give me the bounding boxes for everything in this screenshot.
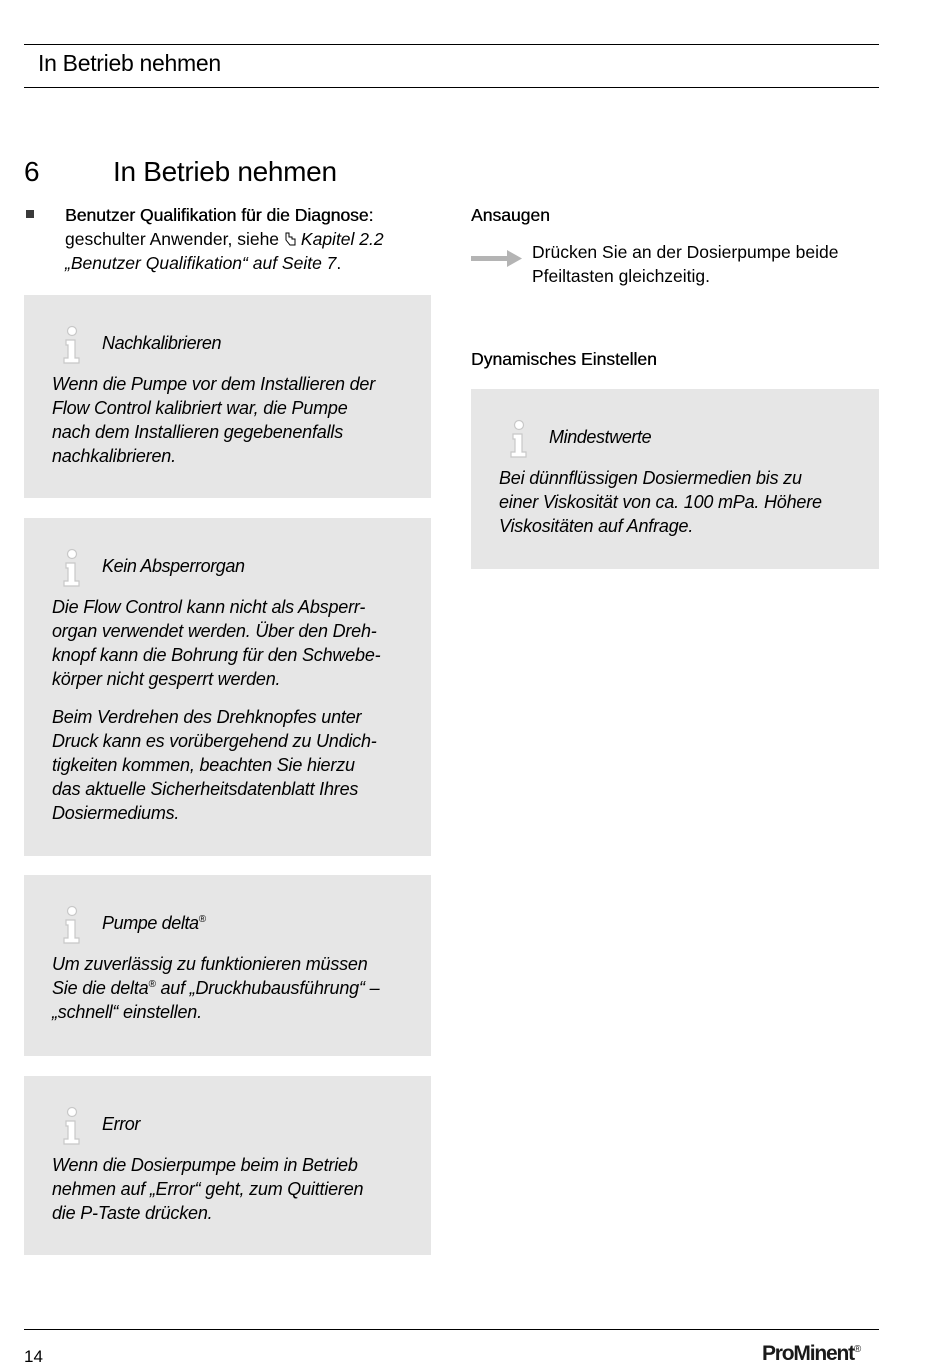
note-title: Kein Absperrorgan xyxy=(102,556,245,576)
note-line: Um zuverlässig zu funktionieren müssen xyxy=(52,954,368,974)
user-qualification xyxy=(24,203,434,275)
note-line: Druck kann es vorübergehend zu Undich- xyxy=(52,731,377,751)
note-paragraph xyxy=(52,595,415,691)
note-line: tigkeiten kommen, beachten Sie hierzu xyxy=(52,755,355,775)
registered-mark: ® xyxy=(148,979,156,990)
note-paragraph xyxy=(52,705,415,825)
note-kein-absperrorgan xyxy=(24,518,431,856)
chapter-number: 6 xyxy=(24,156,40,187)
note-error xyxy=(24,1076,431,1255)
note-body xyxy=(52,952,415,1024)
qualification-label: Benutzer Qualifikation für die Diagnose: xyxy=(65,205,374,225)
qualification-period: . xyxy=(336,253,342,273)
instruction-step xyxy=(532,240,887,288)
note-line: Die Flow Control kann nicht als Absperr- xyxy=(52,597,366,617)
section-heading-ansaugen: Ansaugen xyxy=(471,205,550,225)
note-line: Viskositäten auf Anfrage. xyxy=(499,516,694,536)
footer-rule xyxy=(24,1329,879,1330)
note-line: nach dem Installieren gegebenenfalls xyxy=(52,422,344,442)
note-line: nachkalibrieren. xyxy=(52,446,176,466)
note-title: Mindestwerte xyxy=(549,427,652,447)
step-line: Drücken Sie an der Dosierpumpe beide xyxy=(532,242,839,262)
section-heading-dynamisches-einstellen: Dynamisches Einstellen xyxy=(471,349,657,369)
info-icon xyxy=(59,325,85,365)
note-line: Flow Control kalibriert war, die Pumpe xyxy=(52,398,348,418)
note-line: organ verwendet werden. Über den Dreh- xyxy=(52,621,377,641)
note-line-part: Sie die delta xyxy=(52,978,149,998)
step-line: Pfeiltasten gleichzeitig. xyxy=(532,266,711,286)
note-body xyxy=(52,372,415,468)
logo-part: o xyxy=(781,1342,794,1365)
logo-part: Minent xyxy=(793,1342,854,1365)
square-bullet-icon xyxy=(26,210,34,218)
arrow-right-icon xyxy=(471,249,523,269)
page-number: 14 xyxy=(24,1347,43,1366)
hand-pointer-icon xyxy=(284,232,297,246)
note-line: knopf kann die Bohrung für den Schwebe- xyxy=(52,645,381,665)
note-line: Dosiermediums. xyxy=(52,803,180,823)
header-bottom-rule xyxy=(24,87,879,88)
header-top-rule xyxy=(24,44,879,45)
note-line: Wenn die Dosierpumpe beim in Betrieb xyxy=(52,1155,358,1175)
note-title: Nachkalibrieren xyxy=(102,333,222,353)
info-icon xyxy=(59,548,85,588)
note-body xyxy=(52,1153,415,1225)
note-line: die P-Taste drücken. xyxy=(52,1203,213,1223)
note-line-part: auf „Druckhubausführung“ – xyxy=(155,978,380,998)
note-line: Beim Verdrehen des Drehknopfes unter xyxy=(52,707,362,727)
chapter-title: In Betrieb nehmen xyxy=(113,156,337,187)
note-nachkalibrieren xyxy=(24,295,431,498)
info-icon xyxy=(59,1106,85,1146)
note-title: Error xyxy=(102,1114,140,1134)
running-header-title: In Betrieb nehmen xyxy=(38,50,221,76)
note-mindestwerte xyxy=(471,389,879,569)
note-line: „schnell“ einstellen. xyxy=(52,1002,202,1022)
logo-part: Pr xyxy=(762,1342,782,1365)
note-line: Bei dünnflüssigen Dosiermedien bis zu xyxy=(499,468,802,488)
note-line: körper nicht gesperrt werden. xyxy=(52,669,281,689)
xref-line-2: „Benutzer Qualifikation“ auf Seite 7 xyxy=(65,253,337,273)
note-body xyxy=(499,466,863,538)
prominent-logo xyxy=(762,1342,861,1366)
note-body xyxy=(52,595,415,839)
info-icon xyxy=(506,419,532,459)
note-line: nehmen auf „Error“ geht, zum Quittieren xyxy=(52,1179,364,1199)
note-line: das aktuelle Sicherheitsdatenblatt Ihres xyxy=(52,779,359,799)
registered-mark: ® xyxy=(198,914,206,925)
note-title xyxy=(102,913,206,934)
note-line: einer Viskosität von ca. 100 mPa. Höhere xyxy=(499,492,822,512)
note-pumpe-delta xyxy=(24,875,431,1056)
note-line: Wenn die Pumpe vor dem Installieren der xyxy=(52,374,376,394)
qualification-text: geschulter Anwender, siehe xyxy=(65,229,280,249)
note-line xyxy=(52,976,415,1000)
note-title-text: Pumpe delta xyxy=(102,913,199,933)
registered-mark: ® xyxy=(853,1344,862,1355)
xref-line-1: Kapitel 2.2 xyxy=(300,229,384,249)
info-icon xyxy=(59,905,85,945)
